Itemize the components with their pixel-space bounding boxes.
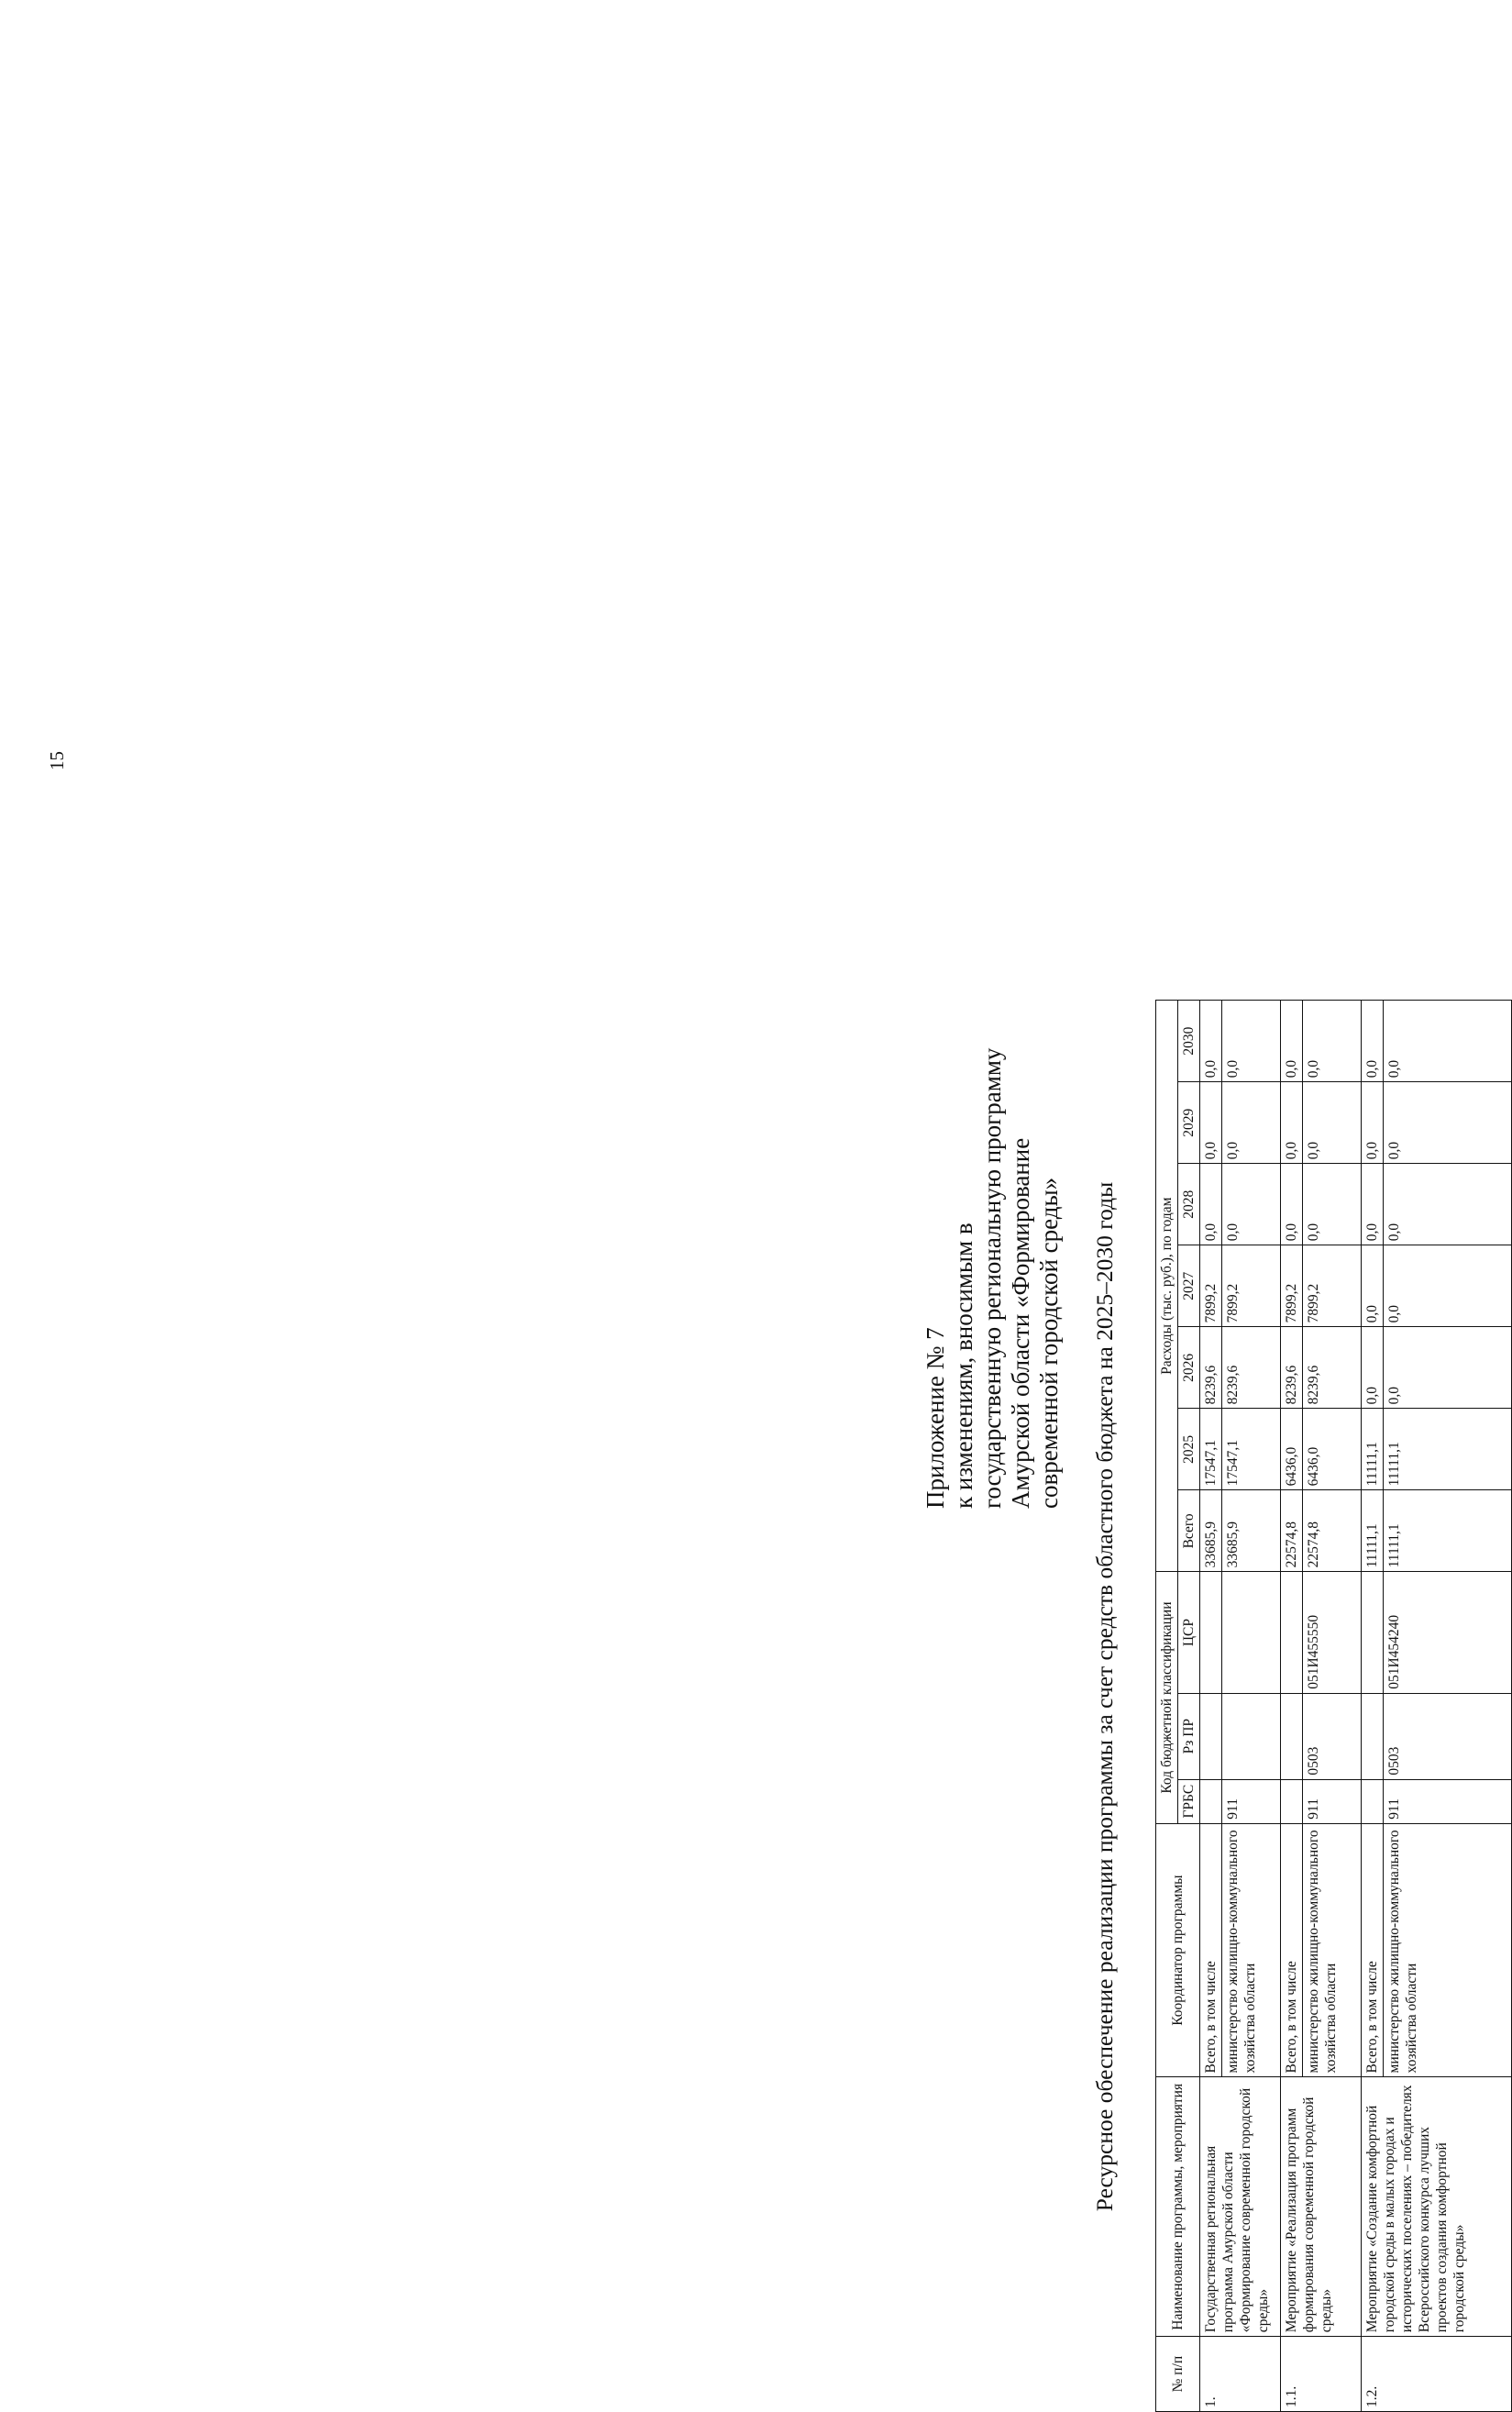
rotated-page-content	[394, 981, 1467, 2412]
year-value: 7899,2	[1303, 1245, 1362, 1327]
year-value: 11111,1	[1362, 1409, 1384, 1490]
total-value: 11111,1	[1362, 1490, 1384, 1572]
year-value: 0,0	[1281, 1001, 1303, 1082]
year-value: 0,0	[1384, 1001, 1512, 1082]
row-rz: 0503	[1303, 1693, 1362, 1779]
row-csr: 051И454240	[1384, 1572, 1512, 1693]
header-year: 2026	[1178, 1327, 1200, 1409]
row-name: Мероприятие «Реализация программ формирования современной городской среды»	[1281, 2077, 1362, 2337]
year-value: 17547,1	[1222, 1409, 1281, 1490]
year-value: 17547,1	[1200, 1409, 1222, 1490]
header-coordinator: Координатор программы	[1156, 1823, 1200, 2077]
year-value: 0,0	[1384, 1327, 1512, 1409]
row-total-label: Всего, в том числе	[1200, 1823, 1222, 2077]
header-year: 2025	[1178, 1409, 1200, 1490]
row-coordinator: министерство жилищно-коммунального хозяйства области	[1303, 1823, 1362, 2077]
year-value: 0,0	[1222, 1164, 1281, 1245]
year-value: 0,0	[1362, 1164, 1384, 1245]
row-total-label: Всего, в том числе	[1281, 1823, 1303, 2077]
header-total: Всего	[1178, 1490, 1200, 1572]
appendix-line: современной городской среды»	[1035, 1177, 1063, 1509]
total-value: 11111,1	[1384, 1490, 1512, 1572]
header-year: 2027	[1178, 1245, 1200, 1327]
year-value: 0,0	[1303, 1001, 1362, 1082]
total-value: 33685,9	[1222, 1490, 1281, 1572]
row-grbs: 911	[1384, 1779, 1512, 1823]
year-value: 0,0	[1222, 1001, 1281, 1082]
year-value: 0,0	[1200, 1164, 1222, 1245]
year-value: 0,0	[1362, 1245, 1384, 1327]
year-value: 6436,0	[1281, 1409, 1303, 1490]
year-value: 8239,6	[1200, 1327, 1222, 1409]
year-value: 0,0	[1281, 1164, 1303, 1245]
total-value: 33685,9	[1200, 1490, 1222, 1572]
year-value: 0,0	[1222, 1082, 1281, 1164]
row-rz: 0503	[1384, 1693, 1512, 1779]
year-value: 0,0	[1200, 1082, 1222, 1164]
header-year: 2030	[1178, 1001, 1200, 1082]
year-value: 0,0	[1303, 1082, 1362, 1164]
table-row	[1281, 1001, 1303, 2412]
page-number: 15	[46, 751, 68, 770]
year-value: 0,0	[1384, 1245, 1512, 1327]
table-row	[1362, 1001, 1384, 2412]
appendix-line: государственную региональную программу	[978, 1047, 1006, 1509]
year-value: 0,0	[1384, 1082, 1512, 1164]
total-value: 22574,8	[1303, 1490, 1362, 1572]
row-coordinator: министерство жилищно-коммунального хозяйства области	[1384, 1823, 1512, 2077]
row-number: 1.	[1200, 2337, 1281, 2412]
row-csr	[1222, 1572, 1281, 1693]
row-grbs: 911	[1303, 1779, 1362, 1823]
year-value: 0,0	[1281, 1082, 1303, 1164]
row-number: 1.2.	[1362, 2337, 1512, 2412]
row-name: Государственная региональная программа Амурской области «Формирование современной городской среды»	[1200, 2077, 1281, 2337]
year-value: 0,0	[1362, 1001, 1384, 1082]
year-value: 7899,2	[1222, 1245, 1281, 1327]
header-num: № п/п	[1156, 2337, 1200, 2412]
header-year: 2029	[1178, 1082, 1200, 1164]
total-value: 22574,8	[1281, 1490, 1303, 1572]
year-value: 7899,2	[1281, 1245, 1303, 1327]
year-value: 0,0	[1384, 1164, 1512, 1245]
header-csr: ЦСР	[1178, 1572, 1200, 1693]
header-rz: Рз ПР	[1178, 1693, 1200, 1779]
header-year: 2028	[1178, 1164, 1200, 1245]
year-value: 0,0	[1362, 1082, 1384, 1164]
row-number: 1.1.	[1281, 2337, 1362, 2412]
header-expenses: Расходы (тыс. руб.), по годам	[1156, 1001, 1178, 1572]
year-value: 11111,1	[1384, 1409, 1512, 1490]
year-value: 8239,6	[1222, 1327, 1281, 1409]
year-value: 0,0	[1362, 1327, 1384, 1409]
year-value: 7899,2	[1200, 1245, 1222, 1327]
table-row	[1200, 1001, 1222, 2412]
appendix-line: Амурской области «Формирование	[1007, 1137, 1034, 1509]
row-total-label: Всего, в том числе	[1362, 1823, 1384, 2077]
year-value: 8239,6	[1281, 1327, 1303, 1409]
resource-table	[1155, 1000, 1512, 2412]
year-value: 0,0	[1200, 1001, 1222, 1082]
appendix-line: к изменениям, вносимым в	[950, 1223, 977, 1509]
year-value: 0,0	[1303, 1164, 1362, 1245]
year-value: 8239,6	[1303, 1327, 1362, 1409]
row-csr: 051И455550	[1303, 1572, 1362, 1693]
row-name: Мероприятие «Создание комфортной городской среды в малых городах и исторических поселениях – победителях Всероссийского конкурса лучших проектов создания комфортной городской среды»	[1362, 2077, 1512, 2337]
appendix-header	[922, 995, 1064, 1509]
row-coordinator: министерство жилищно-коммунального хозяйства области	[1222, 1823, 1281, 2077]
appendix-line: Приложение № 7	[922, 1327, 949, 1509]
header-grbs: ГРБС	[1178, 1779, 1200, 1823]
year-value: 6436,0	[1303, 1409, 1362, 1490]
header-name: Наименование программы, мероприятия	[1156, 2077, 1200, 2337]
document-title: Ресурсное обеспечение реализации программы за счет средств областного бюджета на 2025–2030 годы	[1091, 1181, 1118, 2212]
row-grbs: 911	[1222, 1779, 1281, 1823]
row-rz	[1222, 1693, 1281, 1779]
header-budget-code: Код бюджетной классификации	[1156, 1572, 1178, 1823]
